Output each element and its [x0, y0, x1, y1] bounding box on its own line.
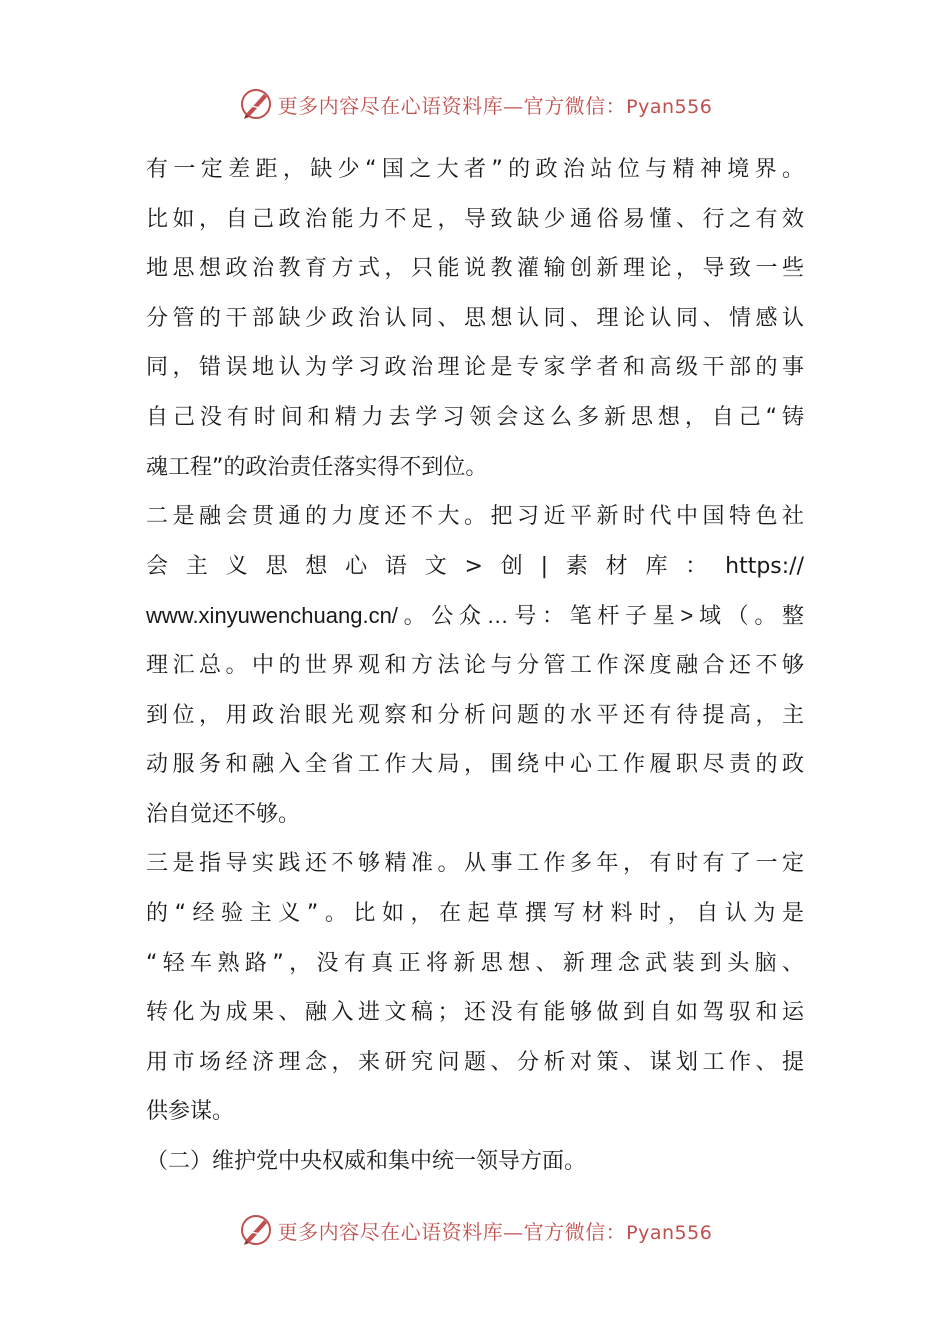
pen-logo-icon — [238, 86, 274, 122]
document-body — [146, 145, 804, 1186]
body-line: 转化为成果、融入进文稿；还没有能够做到自如驾驭和运 — [146, 1000, 804, 1026]
header-banner-handle: Pyan556 — [626, 95, 713, 118]
body-line: “轻车熟路”，没有真正将新思想、新理念武装到头脑、 — [146, 950, 804, 976]
body-line: 魂工程”的政治责任落实得不到位。 — [146, 454, 488, 480]
body-line: 比如，自己政治能力不足，导致缺少通俗易懂、行之有效 — [146, 206, 804, 232]
footer-banner-text — [278, 1216, 713, 1245]
footer-banner-label: 更多内容尽在心语资料库—官方微信： — [277, 1219, 627, 1244]
body-line: 用市场经济理念，来研究问题、分析对策、谋划工作、提 — [146, 1049, 804, 1075]
section-heading: （二）维护党中央权威和集中统一领导方面。 — [146, 1148, 587, 1174]
header-banner-text — [278, 90, 713, 119]
body-line: 有一定差距，缺少“国之大者”的政治站位与精神境界。 — [146, 157, 804, 182]
pen-logo-icon — [238, 1212, 274, 1248]
body-line: 地思想政治教育方式，只能说教灌输创新理论，导致一些 — [146, 256, 804, 282]
body-line: 治自觉还不够。 — [146, 801, 301, 827]
body-line: 二是融会贯通的力度还不大。把习近平新时代中国特色社 — [146, 504, 804, 530]
body-line: 理汇总。中的世界观和方法论与分管工作深度融合还不够 — [146, 652, 804, 678]
header-banner-label: 更多内容尽在心语资料库—官方微信： — [277, 93, 627, 118]
body-line: 同，错误地认为学习政治理论是专家学者和高级干部的事 — [146, 355, 804, 381]
header-banner — [0, 84, 950, 124]
body-line: 三是指导实践还不够精准。从事工作多年，有时有了一定 — [146, 851, 804, 877]
body-line: 供参谋。 — [146, 1099, 235, 1125]
body-line: 到位，用政治眼光观察和分析问题的水平还有待提高，主 — [146, 702, 804, 728]
body-line-with-url: www.xinyuwenchuang.cn/。公众…号：笔杆子星>域（。整 — [146, 603, 804, 629]
footer-banner — [0, 1210, 950, 1250]
body-line: 动服务和融入全省工作大局，围绕中心工作履职尽责的政 — [146, 752, 804, 778]
body-line: 分管的干部缺少政治认同、思想认同、理论认同、情感认 — [146, 305, 804, 331]
body-line: 自己没有时间和精力去学习领会这么多新思想，自己“铸 — [146, 404, 804, 430]
body-line: 的“经验主义”。比如，在起草撰写材料时，自认为是 — [146, 900, 804, 926]
body-line-with-url: 会主义思想心语文>创|素材库：https:// — [146, 553, 804, 579]
footer-banner-handle: Pyan556 — [626, 1221, 713, 1244]
